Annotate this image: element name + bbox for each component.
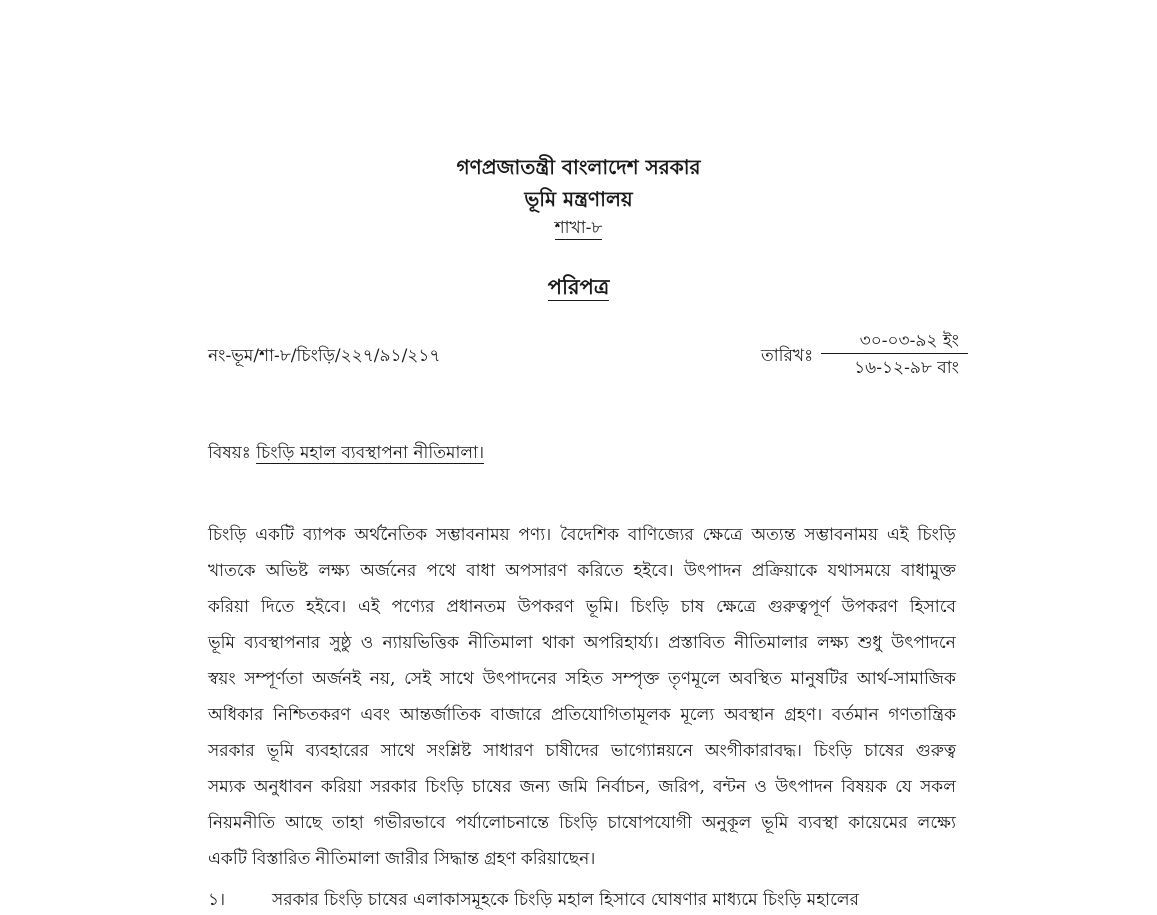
body-word: সম্পূর্ণতা xyxy=(244,669,304,689)
body-word: সেই xyxy=(404,669,432,689)
body-word: অপরিহার্য্য। xyxy=(583,633,659,653)
body-word: সম্ভাবনাময় xyxy=(436,525,510,545)
date-english: ৩০-০৩-৯২ ইং xyxy=(821,329,968,354)
body-word: উপকরণ xyxy=(841,597,898,617)
body-word: সাধারণ xyxy=(483,741,534,761)
body-word: অংগীকারাবদ্ধ। xyxy=(704,741,802,761)
document-type-text: পরিপত্র xyxy=(547,274,610,299)
body-line xyxy=(208,841,956,877)
body-word: করিয়াছেন। xyxy=(520,849,596,869)
body-word: নীতিমালা xyxy=(315,849,381,869)
subject-label: বিষয়ঃ xyxy=(208,443,251,463)
body-word: চিংড়ি xyxy=(559,813,598,833)
body-word: সম্পৃক্ত xyxy=(611,669,660,689)
body-word: অধিকার xyxy=(208,705,264,725)
body-word: গ্রহণ। xyxy=(784,705,823,725)
body-word: সম্ভাবনাময় xyxy=(804,525,878,545)
body-word: আন্তর্জাতিক xyxy=(399,705,481,725)
body-word: নিশ্চিতকরণ xyxy=(273,705,351,725)
body-word: সরকার xyxy=(370,777,418,797)
item-number: ১। xyxy=(208,890,226,910)
body-word: উৎপাদনের xyxy=(482,669,557,689)
body-word: অভিষ্ট xyxy=(265,561,309,581)
body-word: ভূমি xyxy=(266,741,294,761)
body-word: আছে xyxy=(285,813,323,833)
body-word: চিংড়ি xyxy=(208,525,247,545)
body-word: গভীরভাবে xyxy=(373,813,446,833)
body-word: কায়েমের xyxy=(848,813,908,833)
body-word: প্রতিযোগিতামূলক xyxy=(551,705,671,725)
body-word: প্রধানতম xyxy=(446,597,506,617)
body-word: বাধা xyxy=(466,561,496,581)
body-word: ব্যবহারের xyxy=(305,741,369,761)
body-word: অনুকূল xyxy=(701,813,752,833)
body-word: ভূমি xyxy=(761,813,789,833)
body-word: ভাগ্যোন্নয়নে xyxy=(610,741,693,761)
body-word: ভূমি xyxy=(208,633,235,653)
body-word: নীতিমালার xyxy=(734,633,809,653)
body-word: সাথে xyxy=(380,741,415,761)
subject-text: চিংড়ি মহাল ব্যবস্থাপনা নীতিমালা। xyxy=(256,443,485,463)
body-word: ক্ষেত্রে xyxy=(702,525,743,545)
body-word: অর্জনই xyxy=(312,669,362,689)
body-word: একটি xyxy=(208,849,247,869)
body-word: খাতকে xyxy=(208,561,256,581)
body-word: সম্যক xyxy=(208,777,246,797)
body-word: আর্থ-সামাজিক xyxy=(856,669,956,689)
body-word: ব্যাপক xyxy=(303,525,346,545)
body-word: ব্যবস্থা xyxy=(798,813,839,833)
body-word: সকল xyxy=(920,777,956,797)
body-word: দিতে xyxy=(260,597,295,617)
body-word: জন্য xyxy=(519,777,551,797)
body-word: সংশ্লিষ্ট xyxy=(426,741,472,761)
body-word: অবস্থিত xyxy=(728,669,782,689)
branch-label xyxy=(0,215,1157,243)
body-word: গ্রহণ xyxy=(483,849,516,869)
body-word: চিংড়ি xyxy=(917,525,956,545)
body-word: চিংড়ি xyxy=(425,777,464,797)
body-word: স্বয়ং xyxy=(208,669,236,689)
body-word: ন্যায়ভিত্তিক xyxy=(382,633,459,653)
body-word: অপসারণ xyxy=(505,561,568,581)
body-word: বিস্তারিত xyxy=(251,849,311,869)
body-paragraph xyxy=(208,517,956,877)
date-bangla: ১৬-১২-৯৮ বাং xyxy=(854,358,959,378)
body-word: চাষীদের xyxy=(545,741,599,761)
body-word: বৈদেশিক xyxy=(560,525,620,545)
body-word: অবস্থান xyxy=(723,705,775,725)
body-word: বর্তমান xyxy=(831,705,879,725)
body-word: উৎপাদন xyxy=(683,561,742,581)
body-word: ভূমি। xyxy=(585,597,619,617)
body-word: বাজারে xyxy=(490,705,542,725)
body-word: চাষের xyxy=(864,741,904,761)
body-word: প্রস্তাবিত xyxy=(668,633,725,653)
body-word: লক্ষ্যে xyxy=(917,813,956,833)
body-word: থাকা xyxy=(541,633,575,653)
body-word: গুরুত্ব xyxy=(915,741,956,761)
body-word: সুষ্ঠু xyxy=(329,633,352,653)
body-word: ও xyxy=(360,633,374,653)
body-word: অনুধাবন xyxy=(253,777,313,797)
body-word: লক্ষ্য xyxy=(318,561,350,581)
body-line xyxy=(208,625,956,661)
body-word: পণ্য। xyxy=(518,525,552,545)
body-word: সহিত xyxy=(565,669,604,689)
item-text: সরকার চিংড়ি চাষের এলাকাসমূহকে চিংড়ি মহাল হিসাবে ঘোষণার মাধ্যমে চিংড়ি মহালের xyxy=(272,890,859,910)
body-word: মূল্যে xyxy=(680,705,715,725)
body-word: অত্যন্ত xyxy=(751,525,796,545)
body-word: নয়, xyxy=(369,669,396,689)
body-word: এই xyxy=(886,525,909,545)
body-word: করিয়া xyxy=(320,777,362,797)
body-word: জমি xyxy=(558,777,588,797)
body-word: উৎপাদনে xyxy=(891,633,956,653)
body-word: সরকার xyxy=(208,741,255,761)
body-word: হিসাবে xyxy=(909,597,956,617)
body-word: চিংড়ি xyxy=(630,597,669,617)
body-word: এই xyxy=(358,597,380,617)
body-word: একটি xyxy=(255,525,295,545)
body-word: প্রক্রিয়াকে xyxy=(751,561,818,581)
body-word: করিয়া xyxy=(208,597,250,617)
body-word: জরিপ, xyxy=(658,777,705,797)
body-word: বাণিজ্যের xyxy=(627,525,694,545)
document-type-heading xyxy=(0,271,1157,306)
body-word: বাধামুক্ত xyxy=(901,561,956,581)
subject-line xyxy=(208,440,484,468)
date-label: তারিখঃ xyxy=(761,346,814,366)
body-word: চাষ xyxy=(680,597,705,617)
body-word: পথে xyxy=(426,561,456,581)
body-line xyxy=(208,805,956,841)
body-word: যে xyxy=(895,777,912,797)
body-word: অর্জনের xyxy=(360,561,417,581)
government-title: গণপ্রজাতন্ত্রী বাংলাদেশ সরকার xyxy=(456,155,701,179)
body-word: লক্ষ্য xyxy=(817,633,849,653)
body-word: নীতিমালা xyxy=(468,633,533,653)
branch-text: শাখা-৮ xyxy=(554,218,603,238)
body-word: হইবে। xyxy=(633,561,674,581)
body-word: করিতে xyxy=(577,561,624,581)
body-line xyxy=(208,733,956,769)
body-word: চাষের xyxy=(471,777,512,797)
numbered-item xyxy=(208,887,956,915)
body-word: মানুষটির xyxy=(790,669,849,689)
ministry-title: ভূমি মন্ত্রণালয় xyxy=(524,187,633,211)
body-word: উৎপাদন xyxy=(775,777,834,797)
reference-number: নং-ভূম/শা-৮/চিংড়ি/২২৭/৯১/২১৭ xyxy=(208,346,441,366)
body-word: গণতান্ত্রিক xyxy=(888,705,956,725)
body-word: নিয়মনীতি xyxy=(208,813,276,833)
body-word: জারীর xyxy=(385,849,429,869)
body-word: চিংড়ি xyxy=(813,741,853,761)
body-word: অর্থনৈতিক xyxy=(354,525,428,545)
body-word: চাষোপযোগী xyxy=(607,813,692,833)
body-word: পণ্যের xyxy=(391,597,435,617)
body-line xyxy=(208,769,956,805)
body-word: তৃণমূলে xyxy=(668,669,721,689)
body-word: পর্যালোচনান্তে xyxy=(455,813,550,833)
body-line xyxy=(208,697,956,733)
body-word: বন্টন xyxy=(713,777,747,797)
body-word: এবং xyxy=(360,705,391,725)
body-line xyxy=(208,517,956,553)
body-word: শুধু xyxy=(857,633,882,653)
body-word: গুরুত্বপূর্ণ xyxy=(767,597,830,617)
body-line xyxy=(208,589,956,625)
body-word: উপকরণ xyxy=(517,597,574,617)
body-word: ক্ষেত্রে xyxy=(716,597,757,617)
body-word: সিদ্ধান্ত xyxy=(433,849,479,869)
body-word: বিষয়ক xyxy=(841,777,887,797)
body-word: যথাসময়ে xyxy=(827,561,891,581)
body-line xyxy=(208,553,956,589)
body-word: নির্বাচন, xyxy=(596,777,651,797)
body-word: ব্যবস্থাপনার xyxy=(244,633,321,653)
body-word: সাথে xyxy=(439,669,474,689)
body-word: তাহা xyxy=(332,813,364,833)
date-block xyxy=(821,329,968,382)
body-word: ও xyxy=(754,777,767,797)
body-line xyxy=(208,661,956,697)
body-word: হইবে। xyxy=(306,597,347,617)
